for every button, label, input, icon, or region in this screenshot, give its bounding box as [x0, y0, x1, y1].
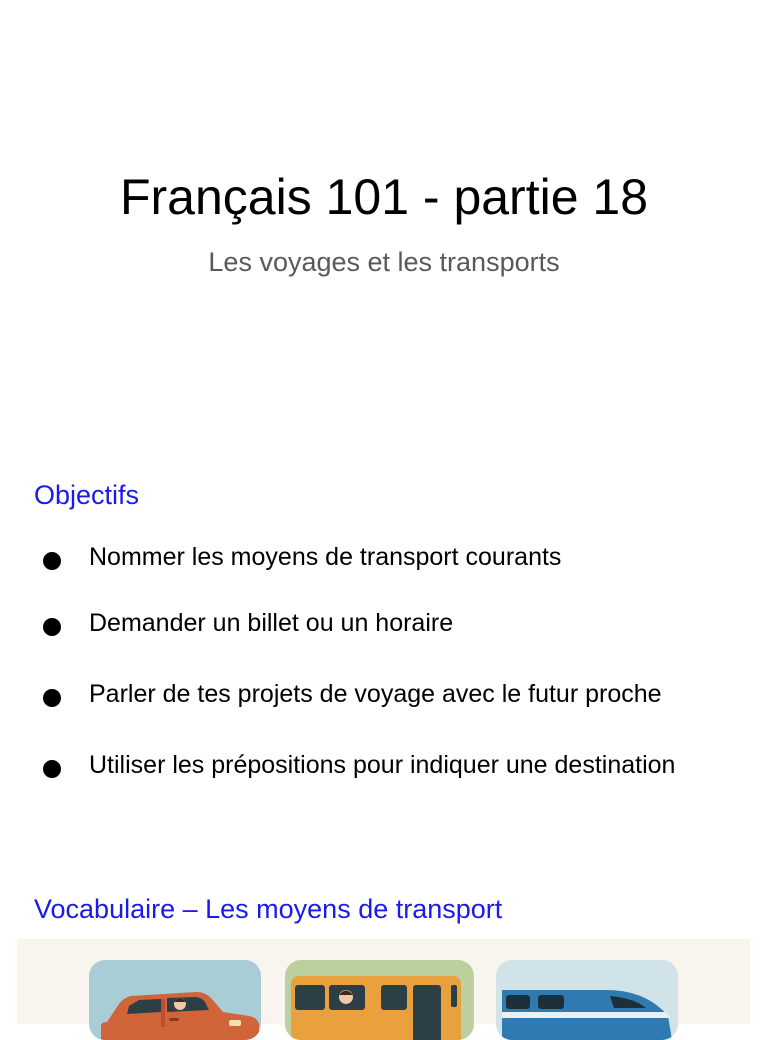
bullet-icon [43, 618, 61, 636]
train-icon [496, 960, 678, 1040]
bullet-icon [43, 689, 61, 707]
car-illustration [89, 960, 261, 1040]
vocabulary-heading: Vocabulaire – Les moyens de transport [34, 894, 503, 924]
car-icon [89, 960, 261, 1040]
objectives-heading: Objectifs [34, 480, 140, 510]
objective-text: Demander un billet ou un horaire [89, 609, 454, 637]
objective-text: Nommer les moyens de transport courants [89, 543, 562, 571]
train-illustration [496, 960, 678, 1040]
slide-title: Français 101 - partie 18 [119, 169, 649, 225]
vocabulary-panel [17, 939, 750, 1024]
objective-text: Utiliser les prépositions pour indiquer une destination [89, 751, 676, 779]
objective-text: Parler de tes projets de voyage avec le futur proche [89, 680, 662, 708]
bullet-icon [43, 552, 61, 570]
bullet-icon [43, 760, 61, 778]
bus-illustration [285, 960, 474, 1040]
slide-subtitle: Les voyages et les transports [208, 247, 560, 277]
bus-icon [285, 960, 474, 1040]
